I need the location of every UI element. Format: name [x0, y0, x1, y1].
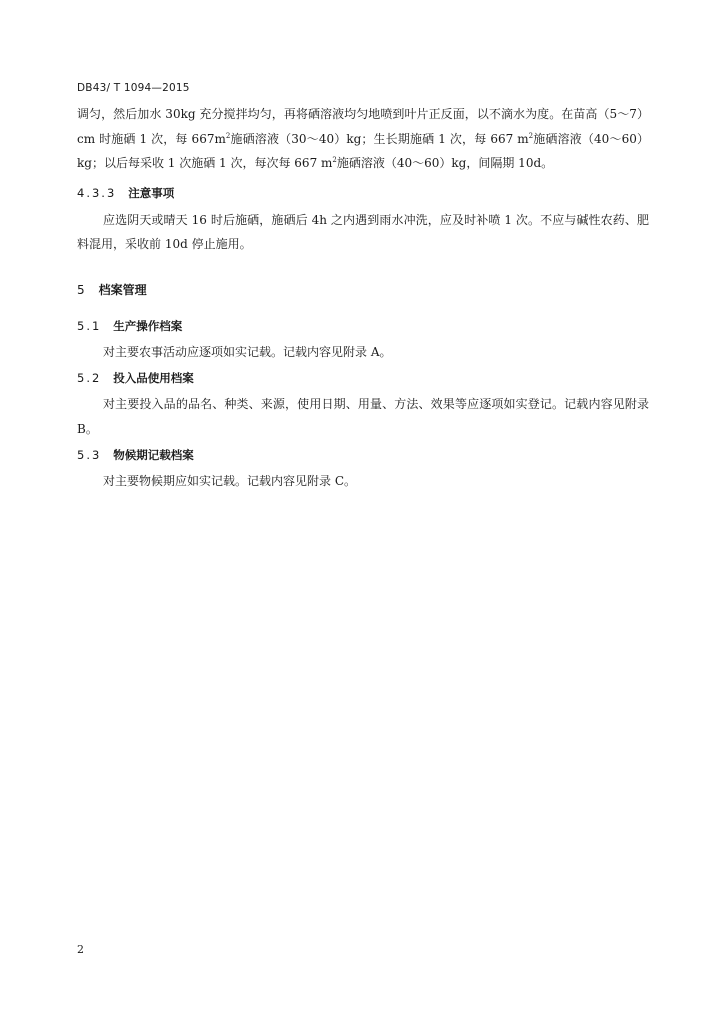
superscript: 2 — [332, 156, 337, 164]
section-paragraph-4-3-3: 应选阴天或晴天 16 时后施硒，施硒后 4h 之内遇到雨水冲洗，应及时补喷 1 次。不应与碱性农药、肥料混用，采收前 10d 停止施用。 — [77, 212, 649, 251]
section-number: 5.3 — [77, 448, 102, 462]
section-paragraph-5-3: 对主要物候期应如实记载。记载内容见附录 C。 — [103, 474, 356, 488]
section-number: 5.2 — [77, 371, 102, 385]
section-number: 4.3.3 — [77, 185, 117, 200]
superscript: 2 — [528, 131, 534, 140]
paragraph-text: 调匀，然后加水 30kg 充分搅拌均匀，再将硒溶液均匀地喷到叶片正反面，以不滴水为度。在苗高（5～7）cm 时施硒 1 次，每 667m — [77, 107, 649, 146]
section-title: 投入品使用档案 — [113, 371, 194, 385]
paragraph-text: 施硒溶液（40～60）kg；以后每采收 1 次施硒 1 次，每次每 667 m — [77, 131, 649, 170]
section-paragraph-5-2: 对主要投入品的品名、种类、来源，使用日期、用量、方法、效果等应逐项如实登记。记载内容见附录 B。 — [77, 397, 649, 436]
section-title: 物候期记载档案 — [113, 448, 194, 462]
paragraph-text: 施硒溶液（30～40）kg；生长期施硒 1 次，每 667 m — [230, 131, 529, 146]
section-heading-5-2 — [77, 368, 649, 388]
section-number: 5.1 — [77, 318, 102, 333]
section-heading-5 — [77, 280, 649, 300]
section-heading-5-3 — [77, 445, 649, 465]
page-content — [77, 102, 649, 494]
continued-paragraph — [77, 102, 649, 176]
section-title: 档案管理 — [98, 282, 147, 297]
page-number: 2 — [77, 943, 84, 956]
section-title: 注意事项 — [128, 185, 175, 200]
section-heading-5-1 — [77, 316, 649, 336]
section-number: 5 — [77, 282, 87, 297]
section-title: 生产操作档案 — [113, 318, 183, 333]
section-paragraph-5-1: 对主要农事活动应逐项如实记载。记载内容见附录 A。 — [103, 344, 392, 359]
document-code: DB43/ T 1094—2015 — [77, 82, 190, 94]
superscript: 2 — [225, 131, 231, 140]
paragraph-text: 施硒溶液（40～60）kg，间隔期 10d。 — [336, 156, 554, 170]
section-heading-4-3-3 — [77, 183, 649, 203]
